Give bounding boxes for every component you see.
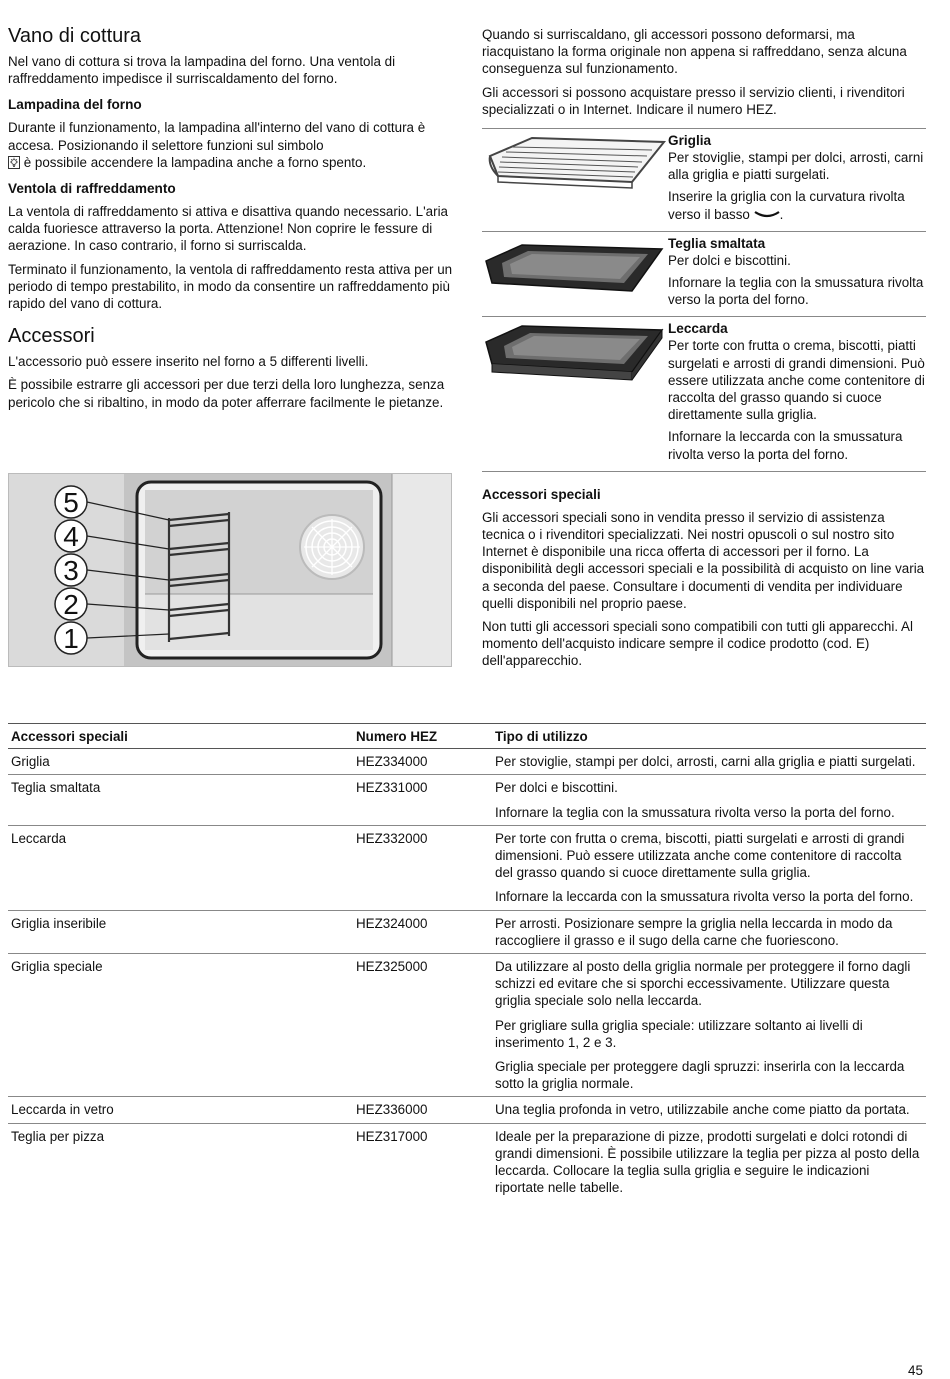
accessories-paragraph-1: L'accessorio può essere inserito nel forno a 5 differenti livelli. [8, 354, 369, 370]
accessory-note-drip-pan: Infornare la leccarda con la smussatura rivolta verso la porta del forno. [668, 429, 903, 462]
accessories-list [482, 128, 926, 472]
accessory-desc-baking-tray: Per dolci e biscottini. [668, 252, 791, 268]
page-number: 45 [908, 1363, 923, 1378]
cell-accessory: Leccarda [8, 825, 353, 910]
column-header-hez: Numero HEZ [353, 724, 492, 749]
accessory-item-drip-pan [482, 317, 926, 471]
level-label-1: 1 [63, 623, 79, 654]
accessory-desc-rack: Per stoviglie, stampi per dolci, arrosti, carni alla griglia e piatti surgelati. [668, 150, 924, 183]
accessory-title-rack: Griglia [668, 133, 712, 149]
level-label-5: 5 [63, 487, 79, 518]
table-row [8, 910, 926, 953]
oven-lamp-symbol-icon [8, 156, 20, 169]
rack-illustration [482, 132, 668, 228]
drip-pan-illustration [482, 320, 668, 467]
oven-levels-illustration [8, 473, 452, 667]
cell-usage: Per dolci e biscottini. Infornare la teglia con la smussatura rivolta verso la porta del forno. [492, 775, 926, 825]
level-label-3: 3 [63, 555, 79, 586]
cell-accessory: Teglia smaltata [8, 775, 353, 825]
table-row [8, 1097, 926, 1123]
cell-accessory: Griglia [8, 749, 353, 775]
accessory-item-rack [482, 129, 926, 232]
rack-curvature-icon [754, 210, 780, 218]
table-row [8, 954, 926, 1097]
cell-usage: Per arrosti. Posizionare sempre la griglia nella leccarda in modo da raccogliere il grasso e il sugo della carne che fuoriescono. [492, 910, 926, 953]
heading-cooling-fan: Ventola di raffreddamento [8, 181, 176, 197]
convection-fan-icon [300, 515, 364, 579]
cell-hez: HEZ324000 [353, 910, 492, 953]
heading-oven-lamp: Lampadina del forno [8, 97, 142, 113]
special-paragraph-1: Gli accessori speciali sono in vendita presso il servizio di assistenza tecnica o i rivenditori specializzati. Nei nostri opuscoli o sul nostro sito Internet è disponibile una ricca offerta di accessori per il forno. La disponibilità degli accessori speciali e la possibilità di acquisto on line varia a seconda del paese. Consultare i documenti di vendita per individuare quelli disponibili nel proprio paese. [482, 509, 925, 611]
cell-hez: HEZ332000 [353, 825, 492, 910]
cell-hez: HEZ336000 [353, 1097, 492, 1123]
level-markers [55, 486, 87, 654]
accessory-title-drip-pan: Leccarda [668, 321, 728, 337]
level-label-2: 2 [63, 589, 79, 620]
cell-accessory: Teglia per pizza [11, 1128, 105, 1144]
heading-oven-cavity: Vano di cottura [8, 25, 142, 47]
cell-hez: HEZ317000 [356, 1128, 428, 1144]
level-label-4: 4 [63, 521, 79, 552]
oven-intro: Nel vano di cottura si trova la lampadina del forno. Una ventola di raffreddamento impedisce il surriscaldamento del forno. [8, 54, 396, 87]
table-row [8, 825, 926, 910]
table-row [8, 1123, 926, 1200]
accessory-note-rack: Inserire la griglia con la curvatura rivolta verso il basso . [668, 189, 905, 222]
deformation-paragraph: Quando si surriscaldano, gli accessori possono deformarsi, ma riacquistano la forma originale non appena si raffreddano, senza alcuna conseguenza sul funzionamento. [482, 27, 907, 77]
cell-usage: Per stoviglie, stampi per dolci, arrosti, carni alla griglia e piatti surgelati. [492, 749, 926, 775]
lamp-text-a: Durante il funzionamento, la lampadina all'interno del vano di cottura è accesa. Posizionando il selettore funzioni sul simbolo [8, 120, 426, 153]
lamp-text-b: è possibile accendere la lampadina anche a forno spento. [23, 154, 367, 170]
baking-tray-illustration [482, 235, 668, 314]
column-header-usage: Tipo di utilizzo [492, 724, 926, 749]
fan-paragraph-1: La ventola di raffreddamento si attiva e disattiva quando necessario. L'aria calda fuoriesce attraverso la porta. Attenzione! Non coprire le fessure di aerazione. In caso contrario, il forno si surriscalda. [8, 204, 449, 254]
right-column [482, 26, 926, 676]
lamp-paragraph [8, 119, 454, 171]
fan-paragraph-2: Terminato il funzionamento, la ventola di raffreddamento resta attiva per un periodo di tempo prestabilito, in modo da consentire un raffreddamento più rapido del vano di cottura. [8, 261, 453, 312]
table-row [8, 749, 926, 775]
cell-hez: HEZ334000 [353, 749, 492, 775]
accessories-paragraph-2: È possibile estrarre gli accessori per due terzi della loro lunghezza, senza pericolo che si ribaltino, in modo da poter afferrare facilmente le pietanze. [8, 377, 445, 410]
table-row [8, 775, 926, 825]
accessory-title-baking-tray: Teglia smaltata [668, 235, 766, 251]
column-header-accessory: Accessori speciali [8, 724, 353, 749]
cell-accessory: Griglia inseribile [8, 910, 353, 953]
left-column [8, 24, 454, 417]
accessory-note-baking-tray: Infornare la teglia con la smussatura rivolta verso la porta del forno. [668, 275, 924, 308]
cell-accessory: Leccarda in vetro [8, 1097, 353, 1123]
purchase-paragraph: Gli accessori si possono acquistare presso il servizio clienti, i rivenditori specializzati o in Internet. Indicare il numero HEZ. [482, 84, 905, 117]
heading-accessories: Accessori [8, 325, 95, 348]
table-header-row [8, 724, 926, 749]
cell-hez: HEZ331000 [353, 775, 492, 825]
accessory-item-baking-tray [482, 232, 926, 318]
cell-hez: HEZ325000 [353, 954, 492, 1097]
cell-usage: Da utilizzare al posto della griglia normale per proteggere il forno dagli schizzi ed evitare che si sporchi eccessivamente. Utilizzare questa griglia speciale solo nella leccarda. Per grigliare sulla griglia speciale: utilizzare soltanto ai livelli di inserimento 1, 2 e 3. Griglia speciale per proteggere dagli spruzzi: inserirla con la leccarda sotto la griglia normale. [492, 954, 926, 1097]
heading-special-accessories: Accessori speciali [482, 486, 601, 502]
accessory-desc-drip-pan: Per torte con frutta o crema, biscotti, piatti surgelati e arrosti di grandi dimensioni. Può essere utilizzata anche come contenitore di raccolta del grasso quando si cuoce direttamente sulla griglia. [668, 338, 925, 423]
cell-usage: Ideale per la preparazione di pizze, prodotti surgelati e dolci rotondi di grandi dimensioni. È possibile utilizzare la teglia per pizza al posto della leccarda. Collocare la teglia sulla griglia e seguire le indicazioni riportate nelle tabelle. [495, 1128, 920, 1196]
cell-accessory: Griglia speciale [8, 954, 353, 1097]
oven-cavity-drawing [9, 474, 451, 666]
special-accessories-table [8, 723, 926, 1200]
cell-usage: Per torte con frutta o crema, biscotti, piatti surgelati e arrosti di grandi dimensioni. Può essere utilizzata anche come contenitore di raccolta del grasso quando si cuoce direttamente sulla griglia. Infornare la leccarda con la smussatura rivolta verso la porta del forno. [492, 825, 926, 910]
cell-usage: Una teglia profonda in vetro, utilizzabile anche come piatto da portata. [492, 1097, 926, 1123]
special-paragraph-2: Non tutti gli accessori speciali sono compatibili con tutti gli apparecchi. Al momento dell'acquisto indicare sempre il codice prodotto (cod. E) dell'apparecchio. [482, 619, 913, 669]
